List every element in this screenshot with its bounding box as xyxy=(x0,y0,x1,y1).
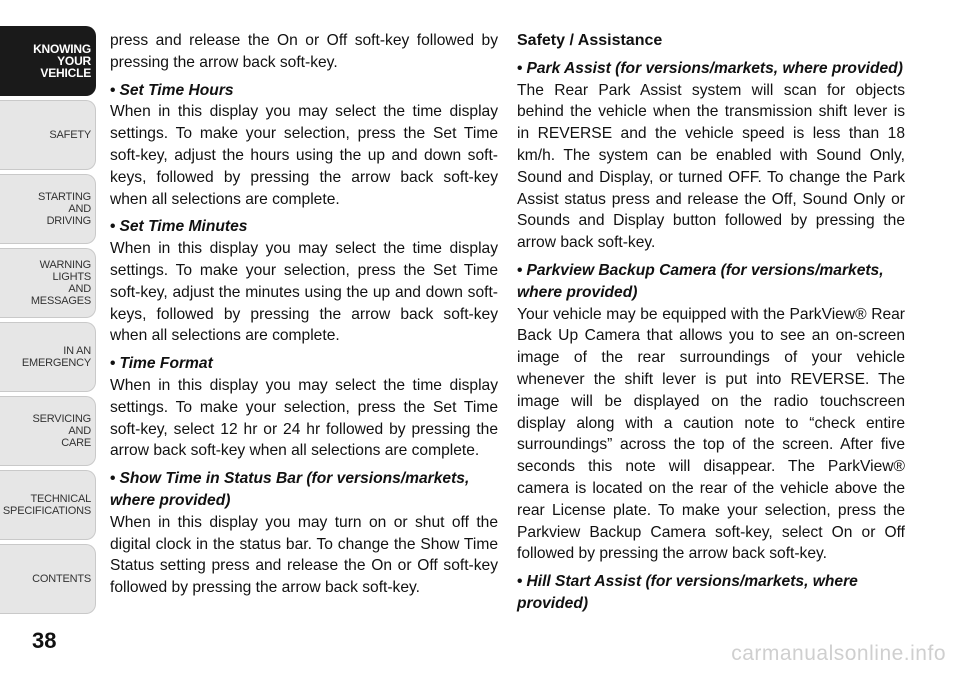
item-body: When in this display you may select the time display settings. To make your selection, press the Set Time soft-key, adjust the minutes using the up and down soft-keys, followed by pressing the arrow back soft-key when all selections are complete. xyxy=(110,240,498,345)
setting-item xyxy=(110,80,498,211)
bullet-icon: • xyxy=(110,355,116,373)
tab-safety[interactable] xyxy=(0,100,96,170)
tab-label: WARNING LIGHTS AND MESSAGES xyxy=(30,259,91,307)
tab-in-an-emergency[interactable] xyxy=(0,322,96,392)
tab-label: IN AN EMERGENCY xyxy=(21,345,91,369)
setting-item xyxy=(517,58,905,254)
left-column xyxy=(110,30,498,605)
intro-paragraph: press and release the On or Off soft-key followed by pressing the arrow back soft-key. xyxy=(110,32,498,71)
item-body: When in this display you may select the time display settings. To make your selection, press the Set Time soft-key, adjust the hours using the up and down soft-keys, followed by pressing the arrow back soft-key when all selections are complete. xyxy=(110,103,498,208)
setting-item xyxy=(110,468,498,599)
watermark: carmanualsonline.info xyxy=(731,642,946,665)
item-body: Your vehicle may be equipped with the ParkView® Rear Back Up Camera that allows you to see an on-screen image of the rear surroundings of your vehicle whenever the shift lever is put into REVERSE. The image will be displayed on the radio touchscreen display along with a caution note to “check entire surroundings” across the top of the screen. After five seconds this note will disappear. The ParkView® camera is located on the rear of the vehicle above the rear License plate. To make your selection, press the Parkview Backup Camera soft-key, select On or Off followed by pressing the arrow back soft-key. xyxy=(517,305,905,563)
item-title: Show Time in Status Bar (for versions/markets, where provided) xyxy=(110,470,470,509)
right-column xyxy=(517,30,905,621)
tab-technical-specifications[interactable] xyxy=(0,470,96,540)
tab-starting-and-driving[interactable] xyxy=(0,174,96,244)
tab-knowing-your-vehicle[interactable] xyxy=(0,26,96,96)
tab-label: STARTING AND DRIVING xyxy=(38,191,91,227)
item-title: Hill Start Assist (for versions/markets, where provided) xyxy=(517,573,858,612)
tab-label: CONTENTS xyxy=(32,573,91,585)
bullet-icon: • xyxy=(110,81,116,99)
bullet-icon: • xyxy=(110,470,116,488)
item-body: When in this display you may turn on or shut off the digital clock in the status bar. To change the Show Time Status setting press and release the On or Off soft-key followed by pressing the arrow back soft-key. xyxy=(110,513,498,597)
item-title: Set Time Minutes xyxy=(119,218,248,236)
bullet-icon: • xyxy=(110,218,116,236)
tab-warning-lights-and-messages[interactable] xyxy=(0,248,96,318)
chapter-tabs xyxy=(0,26,98,618)
tab-label: SERVICING AND CARE xyxy=(32,413,91,449)
page-number: 38 xyxy=(32,628,57,653)
item-title: Park Assist (for versions/markets, where provided) xyxy=(526,59,903,77)
tab-servicing-and-care[interactable] xyxy=(0,396,96,466)
section-heading: Safety / Assistance xyxy=(517,32,663,49)
setting-item xyxy=(517,571,905,615)
bullet-icon: • xyxy=(517,59,523,77)
bullet-icon: • xyxy=(517,573,523,591)
item-body: When in this display you may select the time display settings. To make your selection, press the Set Time soft-key, select 12 hr or 24 hr followed by pressing the arrow back soft-key when all selections are complete. xyxy=(110,376,498,460)
item-title: Time Format xyxy=(119,355,213,373)
item-title: Parkview Backup Camera (for versions/markets, where provided) xyxy=(517,261,884,301)
tab-contents[interactable] xyxy=(0,544,96,614)
setting-item xyxy=(110,353,498,462)
tab-label: SAFETY xyxy=(49,129,91,141)
item-title: Set Time Hours xyxy=(119,81,234,99)
tab-label: TECHNICAL SPECIFICATIONS xyxy=(2,493,91,517)
setting-item xyxy=(110,216,498,347)
item-body: The Rear Park Assist system will scan for objects behind the vehicle when the transmission shift lever is in REVERSE and the vehicle speed is less than 18 km/h. The system can be enabled with Sound Only, Sound and Display, or turned OFF. To change the Park Assist status press and release the Off, Sound Only or Sounds and Display button followed by pressing the arrow back soft-key. xyxy=(517,81,905,252)
setting-item xyxy=(517,260,905,565)
tab-label: KNOWING YOUR VEHICLE xyxy=(33,42,91,80)
bullet-icon: • xyxy=(517,261,523,279)
